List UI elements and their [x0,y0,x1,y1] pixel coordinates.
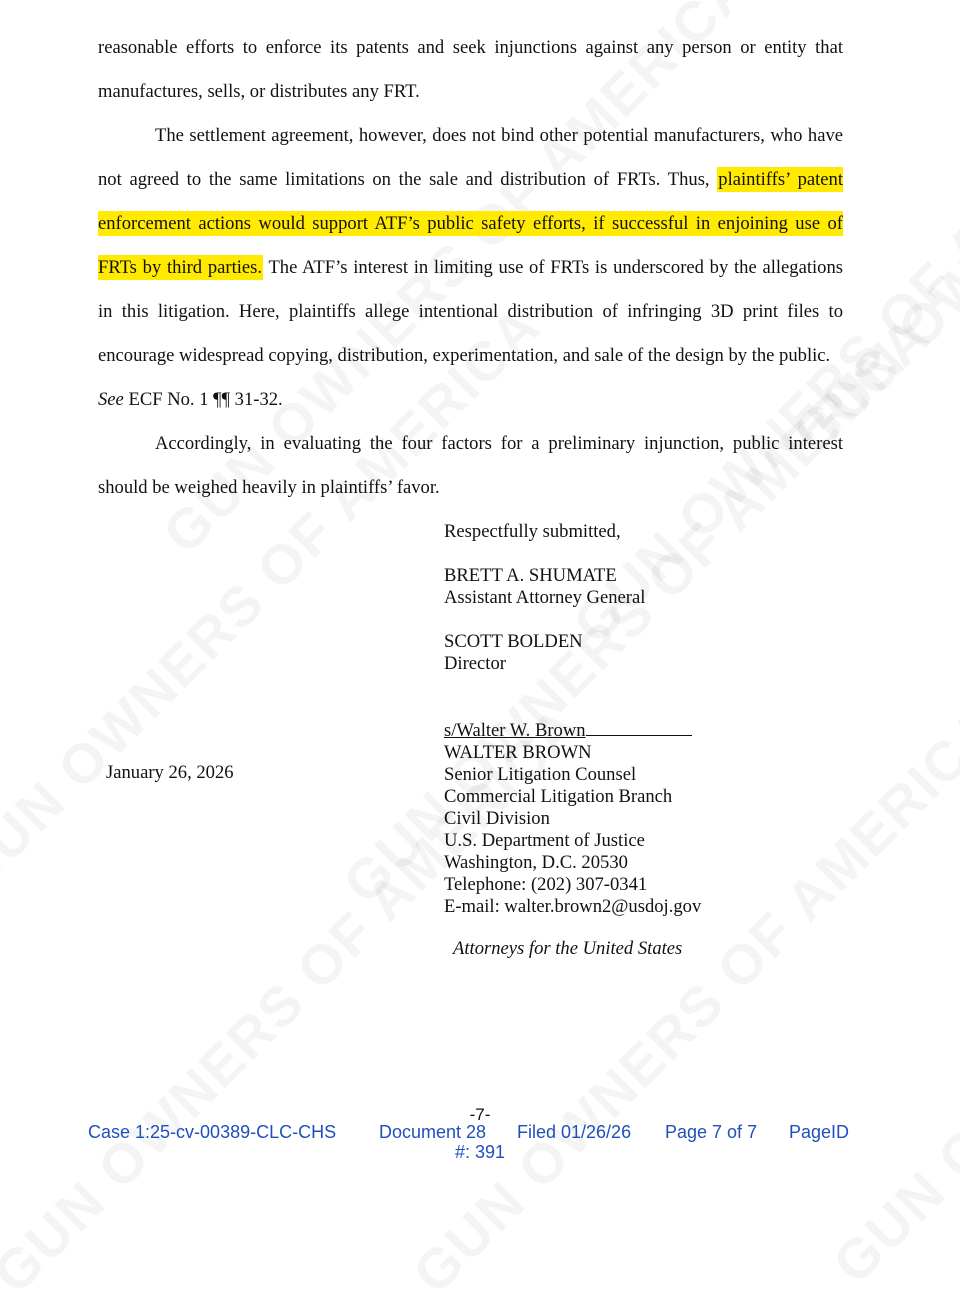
signer-block-3 [444,719,701,918]
signature-line [444,719,701,742]
attorney-department: U.S. Department of Justice [444,830,645,851]
signer1-title: Assistant Attorney General [444,587,646,608]
attorney-telephone: Telephone: (202) 307-0341 [444,874,648,895]
paragraph-2-text-cont: The ATF’s interest in limiting use of FRTs is underscored by the allegations in this litigation. Here, plaintiffs allege intentional distribution of infringing 3D print files to encourage widespread copying, distribution, experimentation, and sale of the design by the public. [98,257,843,366]
highlighted-text: plaintiffs’ patent enforcement actions would support ATF’s public safety efforts, if successful in enjoining use of FRTs by third parties. [98,169,844,278]
page-number: -7- [469,1105,491,1124]
paragraph-2-text: The settlement agreement, however, does not bind other potential manufacturers, who have not agreed to the same limitations on the sale and distribution of FRTs. Thus, [98,125,843,190]
signer2-title: Director [444,653,506,674]
footer-filed: Filed 01/26/26 [517,1122,632,1142]
attorney-division: Civil Division [444,808,550,829]
signer-block-1 [444,565,645,609]
body-text [98,26,843,510]
attorney-branch: Commercial Litigation Branch [444,786,673,807]
attorneys-for: Attorneys for the United States [453,938,683,959]
footer-pageid-label: PageID [789,1122,850,1142]
signer-block-2 [444,631,583,675]
attorney-title: Senior Litigation Counsel [444,764,637,785]
paragraph-2 [98,114,843,422]
watermark [820,683,960,1296]
closing: Respectfully submitted, [444,521,621,542]
citation: ECF No. 1 ¶¶ 31-32. [123,389,283,410]
filing-date: January 26, 2026 [106,762,234,783]
footer-case: Case 1:25-cv-00389-CLC-CHS [88,1122,337,1142]
attorney-name: WALTER BROWN [444,742,592,763]
signer2-name: SCOTT BOLDEN [444,631,583,652]
attorney-city: Washington, D.C. 20530 [444,852,628,873]
footer-page: Page 7 of 7 [665,1122,758,1142]
footer-document: Document 28 [379,1122,487,1142]
footer-pageid-value: #: 391 [454,1142,506,1162]
attorney-email: E-mail: walter.brown2@usdoj.gov [444,896,702,917]
signature-rule [586,719,692,736]
paragraph-3: Accordingly, in evaluating the four factors for a preliminary injunction, public interest should be weighed heavily in plaintiffs’ favor. [98,433,843,498]
see-signal: See [98,389,124,410]
signature: s/Walter W. Brown [444,720,586,741]
signer1-name: BRETT A. SHUMATE [444,565,617,586]
paragraph-1: reasonable efforts to enforce its patents and seek injunctions against any person or entity that manufactures, sells, or distributes any FRT. [98,37,843,102]
